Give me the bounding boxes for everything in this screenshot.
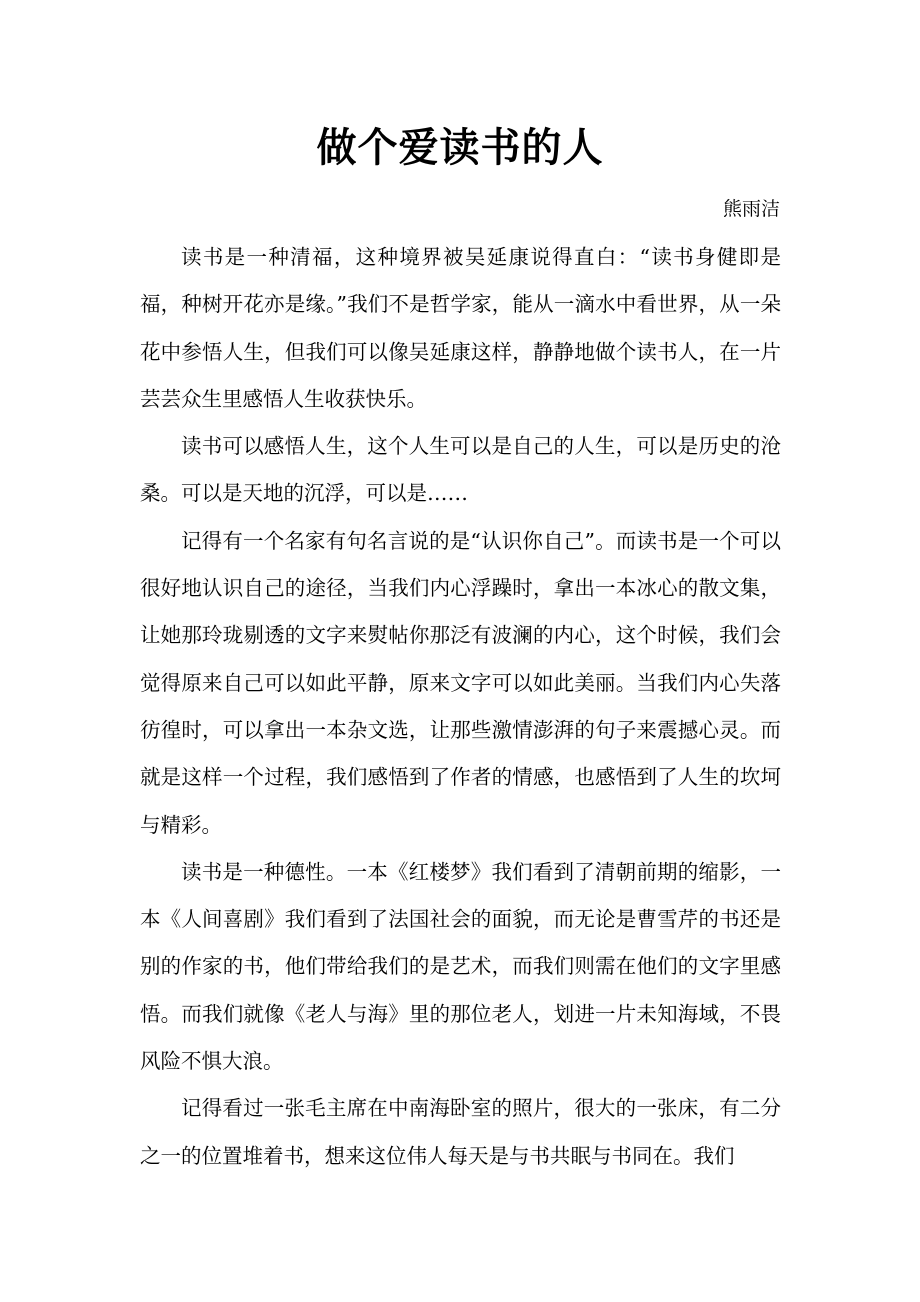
document-title: 做个爱读书的人: [316, 124, 604, 171]
paragraph-2: 读书可以感悟人生，这个人生可以是自己的人生，可以是历史的沧桑。可以是天地的沉浮，可以是……: [140, 434, 781, 506]
author-name: 熊雨洁: [722, 198, 780, 220]
paragraph-5: 记得看过一张毛主席在中南海卧室的照片，很大的一张床，有二分之一的位置堆着书，想来这位伟人每天是与书共眠与书同在。我们: [140, 1096, 781, 1168]
paragraph-1: 读书是一种清福，这种境界被吴延康说得直白：“读书身健即是福，种树开花亦是缘。”我们不是哲学家，能从一滴水中看世界，从一朵花中参悟人生，但我们可以像吴延康这样，静静地做个读书人，在一片芸芸众生里感悟人生收获快乐。: [140, 245, 781, 411]
paragraph-3: 记得有一个名家有句名言说的是“认识你自己”。而读书是一个可以很好地认识自己的途径，当我们内心浮躁时，拿出一本冰心的散文集，让她那玲珑剔透的文字来熨帖你那泛有波澜的内心，这个时候，我们会觉得原来自己可以如此平静，原来文字可以如此美丽。当我们内心失落彷徨时，可以拿出一本杂文选，让那些激情澎湃的句子来震撼心灵。而就是这样一个过程，我们感悟到了作者的情感，也感悟到了人生的坎坷与精彩。: [140, 528, 781, 837]
document-body: [140, 234, 781, 1180]
paragraph-4: 读书是一种德性。一本《红楼梦》我们看到了清朝前期的缩影，一本《人间喜剧》我们看到了法国社会的面貌，而无论是曹雪芹的书还是别的作家的书，他们带给我们的是艺术，而我们则需在他们的文字里感悟。而我们就像《老人与海》里的那位老人，划进一片未知海域，不畏风险不惧大浪。: [140, 859, 781, 1074]
